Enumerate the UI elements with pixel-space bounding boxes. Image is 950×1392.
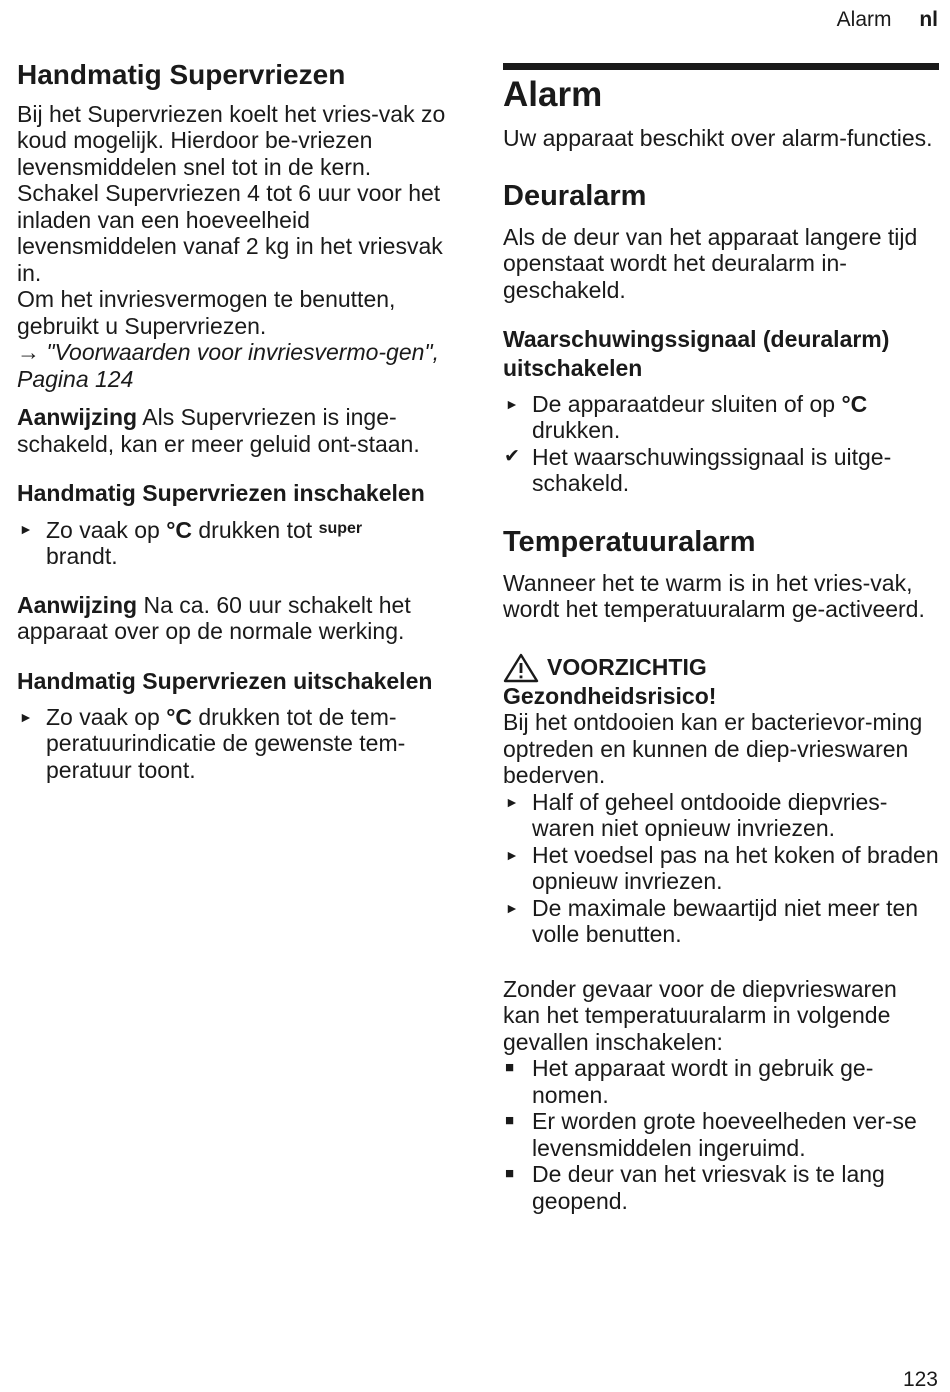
supervriezen-paragraph-1: Bij het Supervriezen koelt het vries-vak zo koud mogelijk. Hierdoor be-vriezen levensmiddelen snel tot in de kern. — [17, 100, 446, 180]
note-2-label: Aanwijzing — [17, 591, 138, 618]
square-bullet-icon: ■ — [505, 1059, 515, 1077]
warning-title: Gezondheidsrisico! — [503, 682, 717, 709]
switch-on-step: ► Zo vaak op °C drukken tot $^{super}$ brandt. — [19, 516, 363, 570]
page-number: 123 — [902, 1368, 938, 1391]
section-rule — [503, 63, 939, 70]
door-alarm-step: ► De apparaatdeur sluiten of op °C drukken. — [505, 390, 868, 444]
cases-list — [503, 1055, 939, 1214]
note-1 — [17, 404, 457, 457]
header-section: Alarm — [836, 8, 892, 31]
switch-off-heading: Handmatig Supervriezen uitschakelen — [17, 667, 433, 694]
list-item: ■ Er worden grote hoeveelheden ver-se levensmiddelen ingeruimd. — [505, 1108, 917, 1161]
triangle-bullet-icon: ► — [505, 395, 519, 412]
supervriezen-paragraph-3: Om het invriesvermogen te benutten, gebruikt u Supervriezen. — [17, 286, 396, 339]
super-indicator: super — [318, 519, 363, 537]
temperature-alarm-text: Wanneer het te warm is in het vries-vak, wordt het temperatuuralarm ge-activeerd. — [503, 569, 925, 623]
warning-triangle-icon — [503, 653, 539, 683]
switch-on-heading: Handmatig Supervriezen inschakelen — [17, 480, 425, 507]
switch-off-steps — [17, 704, 457, 784]
switch-off-step: ► Zo vaak op °C drukken tot de tem-peratuurindicatie de gewenste tem-peratuur toont. — [19, 703, 406, 783]
warning-header — [503, 653, 939, 683]
warning-text: Bij het ontdooien kan er bacterievor-ming optreden en kunnen de diep-vrieswaren bederven. — [503, 709, 923, 789]
door-alarm-text: Als de deur van het apparaat langere tijd openstaat wordt het deuralarm in-geschakeld. — [503, 223, 918, 303]
switch-on-steps — [17, 516, 457, 570]
list-item: ► Het voedsel pas na het koken of braden opnieuw invriezen. — [505, 841, 939, 895]
note-2 — [17, 592, 457, 645]
cross-reference — [17, 339, 457, 392]
running-header — [837, 8, 938, 32]
cases-intro: Zonder gevaar voor de diepvrieswaren kan het temperatuuralarm in volgende gevallen inschakelen: — [503, 975, 897, 1055]
supervriezen-paragraph-2: Schakel Supervriezen 4 tot 6 uur voor het inladen van een hoeveelheid levensmiddelen vanaf 2 kg in het vriesvak in. — [17, 180, 443, 286]
supervriezen-heading: Handmatig Supervriezen — [17, 59, 346, 90]
temperature-alarm-heading: Temperatuuralarm — [503, 525, 756, 558]
door-alarm-heading: Deuralarm — [503, 180, 647, 212]
list-item: ■ Het apparaat wordt in gebruik ge-nomen. — [505, 1055, 874, 1108]
alarm-title: Alarm — [503, 75, 603, 114]
square-bullet-icon: ■ — [505, 1112, 515, 1130]
left-column — [17, 58, 457, 783]
warning-steps — [503, 789, 939, 948]
square-bullet-icon: ■ — [505, 1165, 515, 1183]
triangle-bullet-icon: ► — [19, 520, 33, 537]
temperature-button-symbol: °C — [166, 516, 192, 543]
alarm-intro: Uw apparaat beschikt over alarm-functies. — [503, 124, 933, 151]
right-column — [503, 58, 939, 1214]
temperature-button-symbol: °C — [166, 703, 192, 730]
door-alarm-steps — [503, 391, 939, 497]
triangle-bullet-icon: ► — [505, 899, 519, 916]
triangle-bullet-icon: ► — [505, 793, 519, 810]
header-language: nl — [919, 8, 938, 31]
door-alarm-subheading: Waarschuwingssignaal (deuralarm) uitschakelen — [503, 326, 890, 382]
list-item: ► Half of geheel ontdooide diepvries-waren niet opnieuw invriezen. — [505, 788, 888, 842]
arrow-icon: → — [17, 339, 40, 366]
note-1-label: Aanwijzing — [17, 404, 138, 431]
warning-label: VOORZICHTIG — [547, 654, 707, 681]
triangle-bullet-icon: ► — [19, 708, 33, 725]
triangle-bullet-icon: ► — [505, 846, 519, 863]
note-2-text: Na ca. 60 uur schakelt het apparaat over op de normale werking. — [17, 591, 411, 645]
list-item: ■ De deur van het vriesvak is te lang geopend. — [505, 1161, 885, 1214]
temperature-button-symbol: °C — [841, 390, 868, 417]
list-item: ► De maximale bewaartijd niet meer ten volle benutten. — [505, 894, 919, 948]
cross-reference-link[interactable]: "Voorwaarden voor invriesvermo-gen", Pagina 124 — [17, 339, 439, 392]
check-icon: ✔ — [504, 445, 520, 467]
note-1-text: Als Supervriezen is inge-schakeld, kan er meer geluid ont-staan. — [17, 404, 420, 457]
door-alarm-result: ✔ Het waarschuwingssignaal is uitge-schakeld. — [504, 443, 892, 497]
